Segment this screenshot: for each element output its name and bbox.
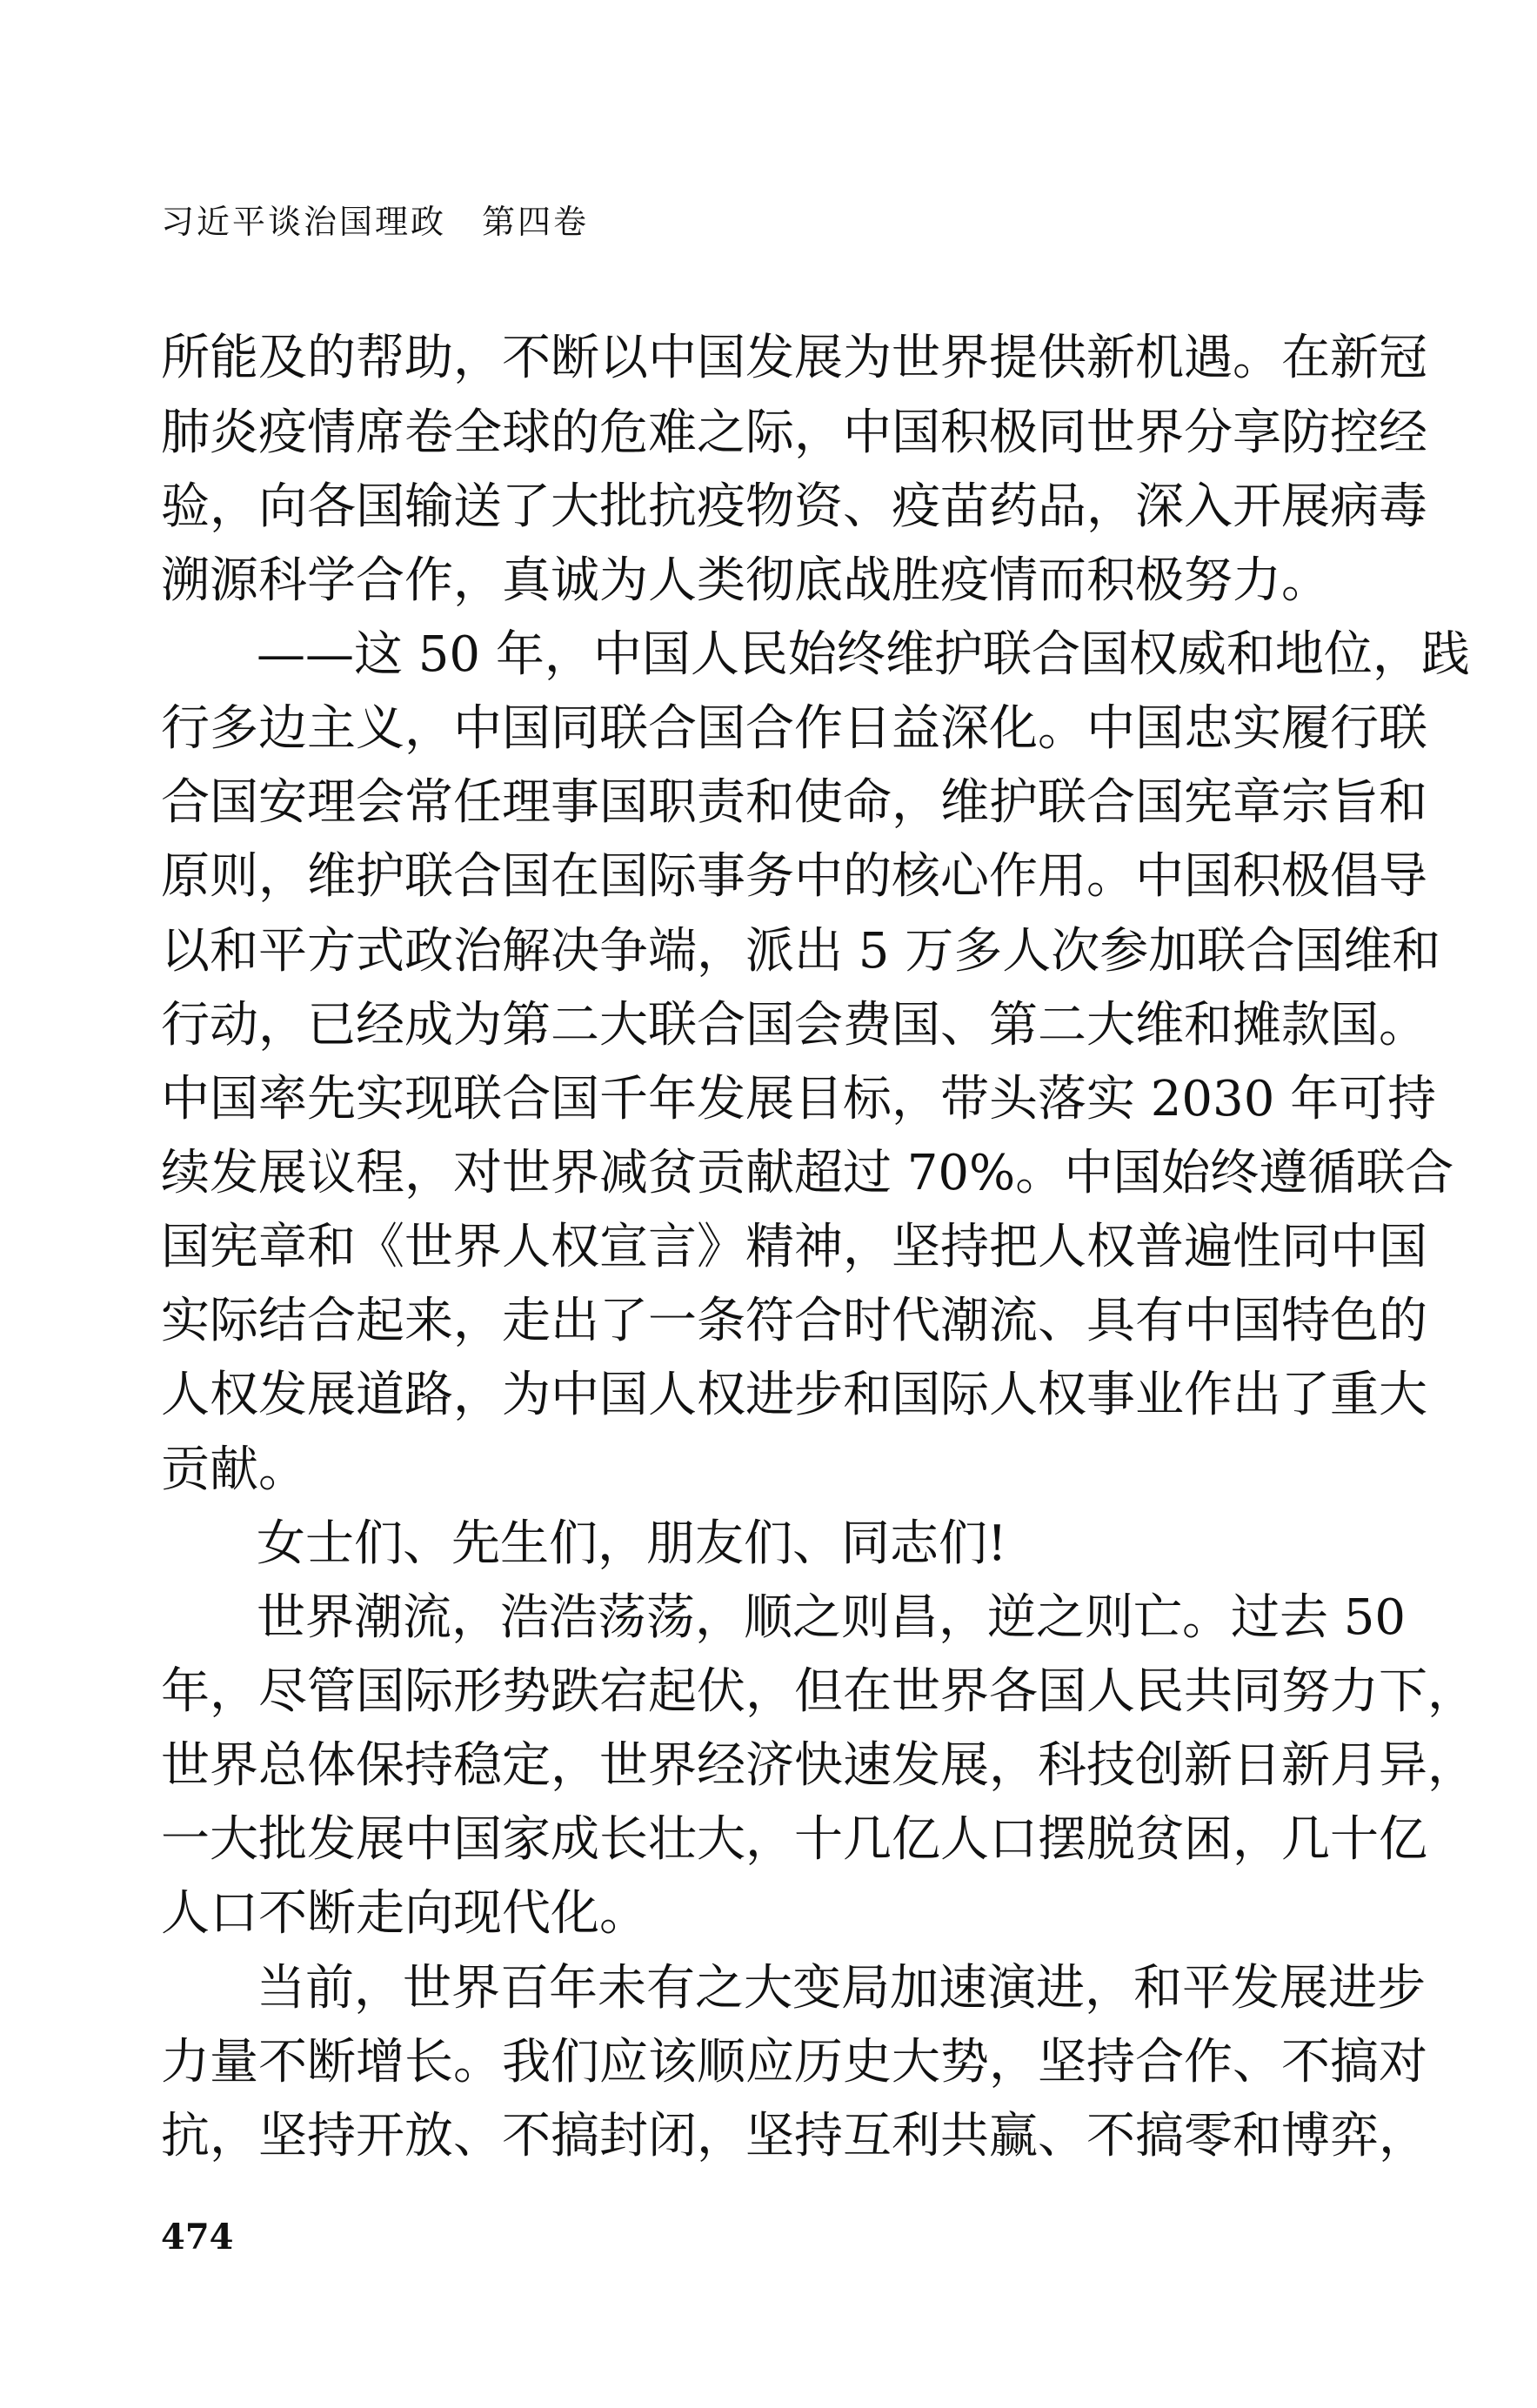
text-line: 人口不断走向现代化。 bbox=[161, 1885, 648, 1942]
text-line: 世界潮流，浩浩荡荡，顺之则昌，逆之则亡。过去 50 bbox=[257, 1589, 1407, 1646]
text-line: 世界总体保持稳定，世界经济快速发展，科技创新日新月异， bbox=[161, 1737, 1476, 1794]
text-line: 当前，世界百年未有之大变局加速演进，和平发展进步 bbox=[257, 1960, 1426, 2017]
text-line: 原则，维护联合国在国际事务中的核心作用。中国积极倡导 bbox=[161, 848, 1427, 905]
text-line: 以和平方式政治解决争端，派出 5 万多人次参加联合国维和 bbox=[161, 923, 1441, 980]
running-header: 习近平谈治国理政 第四卷 bbox=[161, 203, 590, 241]
text-line: 溯源科学合作，真诚为人类彻底战胜疫情而积极努力。 bbox=[161, 552, 1330, 609]
text-line: 行动，已经成为第二大联合国会费国、第二大维和摊款国。 bbox=[161, 997, 1427, 1054]
text-line: 续发展议程，对世界减贫贡献超过 70%。中国始终遵循联合 bbox=[161, 1145, 1454, 1201]
text-line: 人权发展道路，为中国人权进步和国际人权事业作出了重大 bbox=[161, 1367, 1427, 1423]
text-line: 一大批发展中国家成长壮大，十几亿人口摆脱贫困，几十亿 bbox=[161, 1811, 1427, 1868]
text-line: 贡献。 bbox=[161, 1441, 307, 1498]
text-line: 国宪章和《世界人权宣言》精神，坚持把人权普遍性同中国 bbox=[161, 1219, 1427, 1275]
text-line: 抗，坚持开放、不搞封闭，坚持互利共赢、不搞零和博弈， bbox=[161, 2108, 1427, 2164]
text-line: 肺炎疫情席卷全球的危难之际，中国积极同世界分享防控经 bbox=[161, 405, 1427, 461]
text-line: 力量不断增长。我们应该顺应历史大势，坚持合作、不搞对 bbox=[161, 2034, 1427, 2090]
text-line: 验，向各国输送了大批抗疫物资、疫苗药品，深入开展病毒 bbox=[161, 478, 1427, 535]
text-line: 所能及的帮助，不断以中国发展为世界提供新机遇。在新冠 bbox=[161, 330, 1427, 386]
text-line: 年，尽管国际形势跌宕起伏，但在世界各国人民共同努力下， bbox=[161, 1663, 1476, 1720]
text-line: 女士们、先生们，朋友们、同志们! bbox=[257, 1515, 1007, 1572]
page-number: 474 bbox=[161, 2217, 234, 2258]
text-line: ——这 50 年，中国人民始终维护联合国权威和地位，践 bbox=[257, 626, 1470, 683]
text-line: 实际结合起来，走出了一条符合时代潮流、具有中国特色的 bbox=[161, 1293, 1427, 1349]
text-line: 合国安理会常任理事国职责和使命，维护联合国宪章宗旨和 bbox=[161, 774, 1427, 831]
text-line: 中国率先实现联合国千年发展目标，带头落实 2030 年可持 bbox=[161, 1071, 1437, 1127]
text-line: 行多边主义，中国同联合国合作日益深化。中国忠实履行联 bbox=[161, 700, 1427, 757]
